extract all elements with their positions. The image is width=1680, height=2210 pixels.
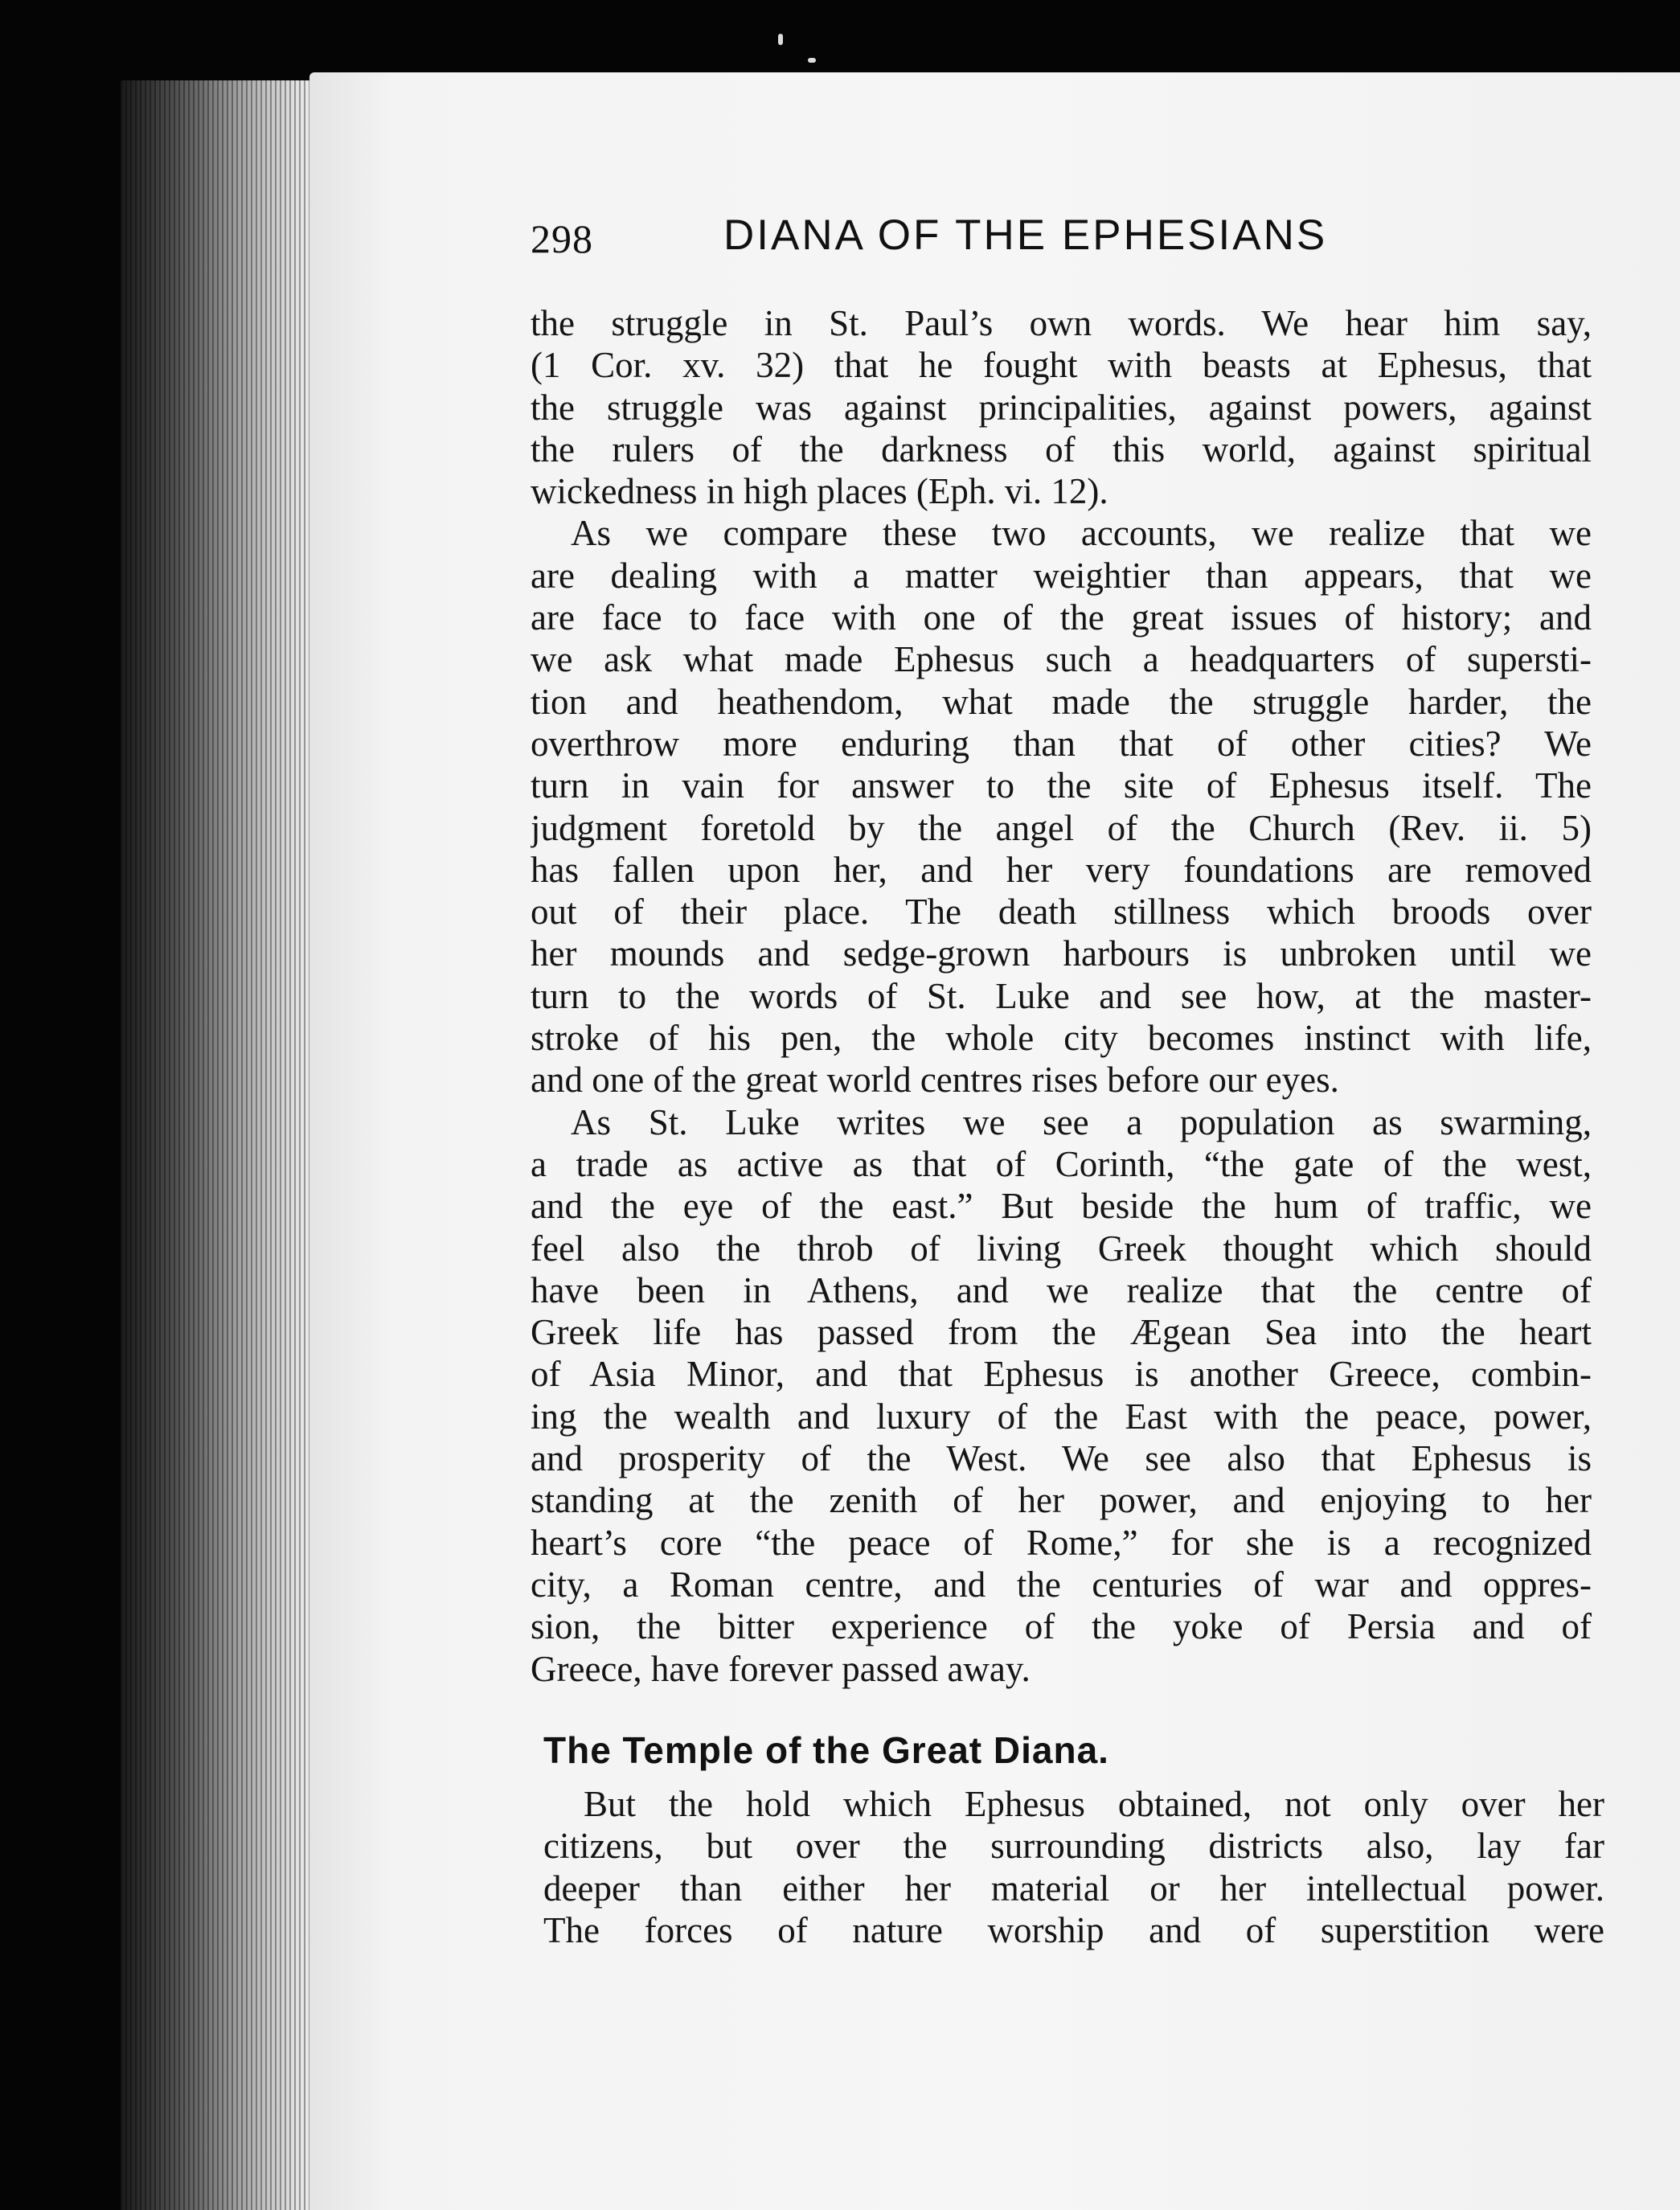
text-line: standing at the zenith of her power, and enjoying to her [531, 1480, 1592, 1521]
text-line: the struggle in St. Paul’s own words. We hear him say, [531, 303, 1592, 343]
text-line: the struggle was against principalities, against powers, against [531, 387, 1592, 428]
text-line: are face to face with one of the great issues of history; and [531, 597, 1592, 638]
text-line: (1 Cor. xv. 32) that he fought with beasts at Ephesus, that [531, 345, 1592, 386]
page-header [531, 211, 1600, 275]
section-heading: The Temple of the Great Diana. [543, 1729, 1109, 1771]
text-line: stroke of his pen, the whole city becomes instinct with life, [531, 1018, 1592, 1059]
text-line: Greek life has passed from the Ægean Sea into the heart [531, 1312, 1592, 1353]
text-line: the rulers of the darkness of this world, against spiritual [531, 428, 1592, 469]
text-line: heart’s core “the peace of Rome,” for she is a recognized [531, 1522, 1592, 1563]
text-line: of Asia Minor, and that Ephesus is another Greece, combin- [531, 1354, 1592, 1395]
text-line: out of their place. The death stillness which broods over [531, 892, 1592, 933]
text-line: city, a Roman centre, and the centuries of war and oppres- [531, 1564, 1592, 1605]
scan-speck [778, 34, 783, 45]
text-line: and one of the great world centres rises before our eyes. [531, 1060, 1339, 1101]
text-line: overthrow more enduring than that of other cities? We [531, 723, 1592, 764]
text-line: sion, the bitter experience of the yoke of Persia and of [531, 1606, 1592, 1647]
text-line: judgment foretold by the angel of the Church (Rev. ii. 5) [531, 807, 1592, 848]
body-text [531, 302, 1592, 1690]
text-line: The forces of nature worship and of superstition were [543, 1909, 1604, 1950]
text-line: turn to the words of St. Luke and see how, at the master- [531, 975, 1592, 1016]
text-line: citizens, but over the surrounding districts also, lay far [543, 1826, 1604, 1867]
text-line: and prosperity of the West. We see also that Ephesus is [531, 1438, 1592, 1479]
text-line: and the eye of the east.” But beside the hum of traffic, we [531, 1186, 1592, 1227]
text-line: ing the wealth and luxury of the East with the peace, power, [531, 1396, 1592, 1437]
section-body-text [543, 1783, 1604, 1951]
page-number: 298 [531, 216, 593, 261]
text-line: As St. Luke writes we see a population as swarming, [571, 1101, 1592, 1142]
text-line: deeper than either her material or her intellectual power. [543, 1868, 1604, 1909]
text-line: are dealing with a matter weightier than appears, that we [531, 555, 1592, 596]
text-line: feel also the throb of living Greek thought which should [531, 1228, 1592, 1269]
scan-speck [808, 58, 816, 63]
text-line: has fallen upon her, and her very foundations are removed [531, 849, 1592, 890]
running-title: DIANA OF THE EPHESIANS [723, 211, 1328, 259]
text-line: a trade as active as that of Corinth, “the gate of the west, [531, 1143, 1592, 1184]
text-line: But the hold which Ephesus obtained, not only over her [584, 1784, 1604, 1824]
text-line: turn in vain for answer to the site of Ephesus itself. The [531, 765, 1592, 806]
text-line: her mounds and sedge-grown harbours is unbroken until we [531, 933, 1592, 974]
text-line: we ask what made Ephesus such a headquarters of supersti- [531, 639, 1592, 680]
text-line: Greece, have forever passed away. [531, 1648, 1031, 1689]
text-line: wickedness in high places (Eph. vi. 12). [531, 471, 1108, 512]
book-page-edges [121, 80, 313, 2210]
text-line: have been in Athens, and we realize that the centre of [531, 1269, 1592, 1310]
text-line: As we compare these two accounts, we realize that we [571, 513, 1592, 554]
text-line: tion and heathendom, what made the struggle harder, the [531, 681, 1592, 722]
